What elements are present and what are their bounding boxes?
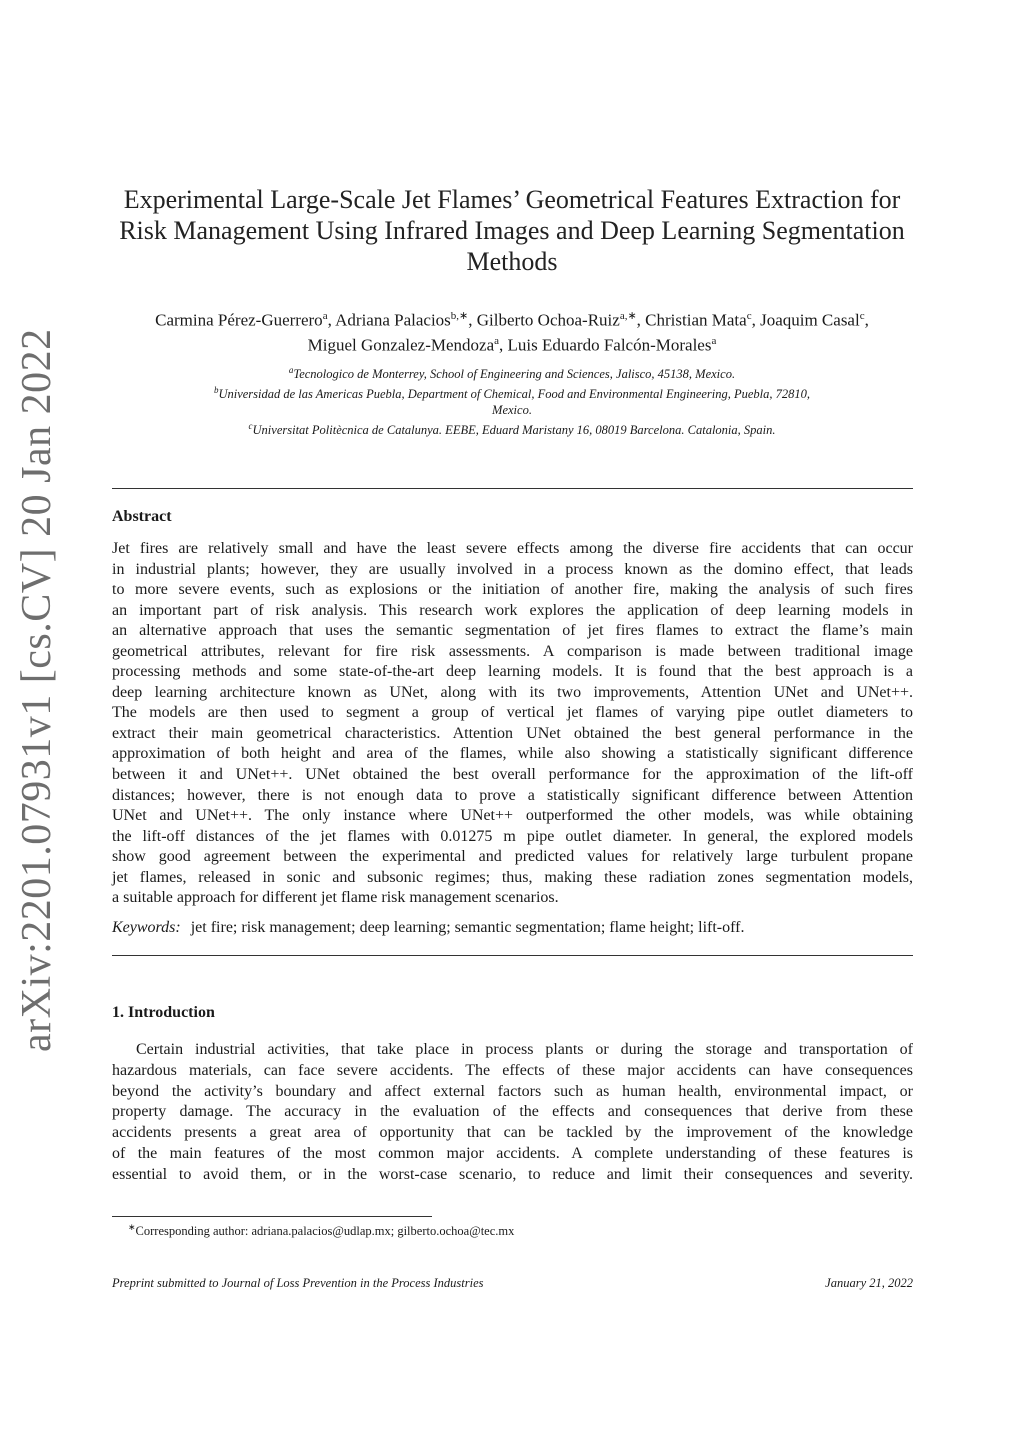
arxiv-sidebar-stamp: arXiv:2201.07931v1 [cs.CV] 20 Jan 2022 — [14, 328, 60, 1052]
abstract-bottom-rule — [112, 955, 913, 956]
author-name: Miguel Gonzalez-Mendoza — [307, 335, 495, 355]
intro-line: accidents presents a great area of opportunity that can be tackled by the improvement of the knowledge — [112, 1124, 913, 1142]
abstract-line: distances; however, there is not enough data to prove a statistically significant difference between Attention — [112, 786, 913, 804]
title-line: Experimental Large-Scale Jet Flames’ Geometrical Features Extraction for — [123, 185, 901, 214]
author-affil-sup: a — [711, 334, 717, 347]
intro-line: hazardous materials, can face severe accidents. The effects of these major accidents can have consequences — [112, 1061, 913, 1079]
author-list — [112, 306, 912, 355]
intro-line: essential to avoid them, or in the worst-case scenario, to reduce and limit their consequences and severity. — [112, 1165, 913, 1183]
abstract-line: the lift-off distances of the jet flames with 0.01275 m pipe outlet diameter. In general, the explored models — [112, 827, 913, 845]
author-affil-sup: c — [859, 310, 865, 322]
author-name: Joaquim Casal — [760, 310, 860, 330]
abstract-line: an alternative approach that uses the semantic segmentation of jet fires flames to extract the flame’s main — [112, 622, 913, 640]
abstract-line: a suitable approach for different jet flame risk management scenarios. — [112, 889, 559, 907]
affil-text: Tecnologico de Monterrey, School of Engineering and Sciences, Jalisco, 45138, Mexico. — [293, 367, 736, 382]
abstract-line: UNet and UNet++. The only instance where UNet++ outperformed the other models, was while obtaining — [112, 807, 913, 825]
author-affil-sup: b,∗ — [450, 310, 469, 322]
abstract-line: between it and UNet++. UNet obtained the best overall performance for the approximation of the lift-off — [112, 766, 913, 784]
abstract-line: The models are then used to segment a group of vertical jet flames of varying pipe outlet diameters to — [112, 704, 913, 722]
footnote — [128, 1222, 514, 1239]
footnote-text: Corresponding author: adriana.palacios@udlap.mx; gilberto.ochoa@tec.mx — [135, 1224, 515, 1239]
intro-line: of the main features of the most common major accidents. A complete understanding of these features is — [112, 1144, 913, 1162]
keywords-text: jet fire; risk management; deep learning; semantic segmentation; flame height; lift-off. — [190, 919, 745, 936]
abstract-line: an important part of risk analysis. This research work explores the application of deep learning models in — [112, 601, 913, 619]
author-affil-sup: a,∗ — [619, 310, 637, 322]
abstract-top-rule — [112, 488, 913, 489]
intro-line: Certain industrial activities, that take place in process plants or during the storage and transportation of — [136, 1041, 913, 1058]
affil-sup: b — [213, 385, 219, 396]
paper-title — [112, 184, 912, 277]
abstract-line: jet flames, released in sonic and subsonic regimes; thus, making these radiation zones segmentation models, — [112, 868, 913, 886]
author-affil-sup: a — [494, 334, 499, 347]
abstract-line: deep learning architecture known as UNet, along with its two improvements, Attention UNet and UNet++. — [112, 683, 913, 701]
author-affil-sup: c — [746, 310, 752, 322]
title-line: Methods — [466, 247, 558, 276]
affiliation-a — [112, 362, 912, 382]
intro-line: property damage. The accuracy in the evaluation of the effects and consequences that derive from these — [112, 1103, 913, 1121]
abstract-line: in industrial plants; however, they are usually involved in a process known as the domino effect, that leads — [112, 560, 913, 578]
abstract-heading: Abstract — [112, 508, 172, 525]
affil-text: Universidad de las Americas Puebla, Department of Chemical, Food and Environmental Engineering, Puebla, 72810, — [218, 387, 811, 402]
abstract-line: geometrical attributes, relevant for fire risk assessments. A comparison is made between traditional image — [112, 642, 913, 660]
abstract-line: extract their main geometrical characteristics. Attention UNet obtained the best general performance in the — [112, 724, 913, 742]
affil-sup: a — [288, 365, 294, 375]
keywords — [112, 919, 744, 937]
abstract-line: approximation of both height and area of the flames, while also showing a statistically significant difference — [112, 745, 913, 763]
author-name: Carmina Pérez-Guerrero — [155, 310, 323, 330]
author-name: Christian Mata — [645, 310, 747, 330]
affil-text: Universitat Politècnica de Catalunya. EEBE, Eduard Maristany 16, 08019 Barcelona. Catalonia, Spain. — [252, 423, 776, 438]
abstract-line: processing methods and some state-of-the-art deep learning models. It is found that the best approach is a — [112, 663, 913, 681]
introduction-body — [112, 1040, 913, 1186]
footnote-rule — [112, 1216, 432, 1217]
abstract-line: show good agreement between the experimental and predicted values for relatively large turbulent propane — [112, 848, 913, 866]
intro-line: beyond the activity’s boundary and affect external factors such as human health, environmental impact, or — [112, 1082, 913, 1100]
footer-journal: Preprint submitted to Journal of Loss Prevention in the Process Industries — [112, 1276, 484, 1290]
footnote-marker: ∗ — [128, 1222, 136, 1232]
title-line: Risk Management Using Infrared Images and Deep Learning Segmentation — [119, 216, 905, 245]
affiliation-c — [112, 418, 912, 438]
abstract-body — [112, 539, 913, 909]
introduction-heading: 1. Introduction — [112, 1004, 215, 1021]
abstract-line: Jet fires are relatively small and have the least severe effects among the diverse fire accidents that can occur — [112, 540, 913, 557]
author-affil-sup: a — [322, 310, 328, 322]
footer-date: January 21, 2022 — [825, 1276, 913, 1290]
author-line-1: Carmina Pérez-Guerrero$^a$, Adriana Palacios$^{b,∗}$, Gilberto Ochoa-Ruiz$^{a,∗}$, Christian Mata$^c$, Joaquim Casal$^c$, — [155, 310, 869, 330]
abstract-line: to more severe events, such as explosions or the initiation of another fire, making the analysis of such fires — [112, 581, 913, 599]
affiliation-b-cont: Mexico. — [492, 403, 532, 418]
affiliations — [112, 362, 912, 438]
affiliation-b — [112, 382, 912, 402]
affil-sup: c — [248, 421, 253, 432]
author-name: Gilberto Ochoa-Ruiz — [476, 310, 620, 330]
author-name: Luis Eduardo Falcón-Morales — [507, 335, 712, 355]
keywords-label: Keywords: — [112, 919, 181, 936]
author-name: Adriana Palacios — [335, 310, 451, 330]
author-line-2: Miguel Gonzalez-Mendoza$^a$, Luis Eduardo Falcón-Morales$^a$ — [307, 334, 717, 355]
